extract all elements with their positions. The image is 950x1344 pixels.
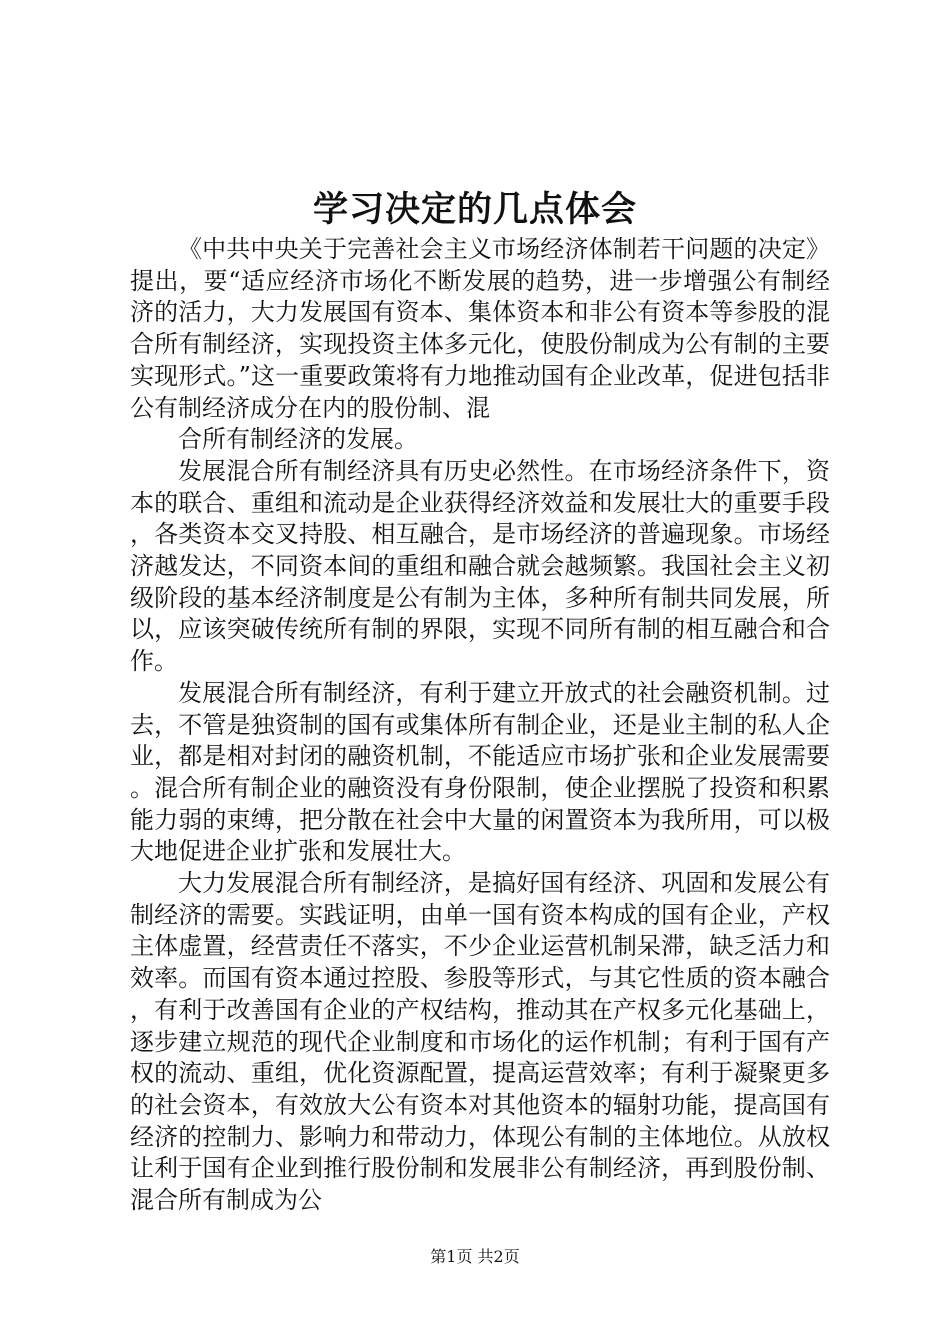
- paragraph-financing-mechanism: 发展混合所有制经济，有利于建立开放式的社会融资机制。过去，不管是独资制的国有或集体所有制企业，还是业主制的私人企业，都是相对封闭的融资机制，不能适应市场扩张和企业发展需要。混合所有制企业的融资没有身份限制，使企业摆脱了投资和积累能力弱的束缚，把分散在社会中大量的闲置资本为我所用，可以极大地促进企业扩张和发展壮大。: [130, 678, 830, 866]
- paragraph-intro-continued: 合所有制经济的发展。: [178, 425, 418, 454]
- document-body: [130, 234, 830, 1217]
- paragraph-intro: 《中共中央关于完善社会主义市场经济体制若干问题的决定》提出，要“适应经济市场化不断发展的趋势，进一步增强公有制经济的活力，大力发展国有资本、集体资本和非公有资本等参股的混合所有制经济，实现投资主体多元化，使股份制成为公有制的主要实现形式。”这一重要政策将有力地推动国有企业改革，促进包括非公有制经济成分在内的股份制、混: [130, 235, 830, 422]
- paragraph-state-economy: 大力发展混合所有制经济，是搞好国有经济、巩固和发展公有制经济的需要。实践证明，由单一国有资本构成的国有企业，产权主体虚置，经营责任不落实，不少企业运营机制呆滞，缺乏活力和效率。而国有资本通过控股、参股等形式，与其它性质的资本融合，有利于改善国有企业的产权结构，推动其在产权多元化基础上，逐步建立规范的现代企业制度和市场化的运作机制；有利于国有产权的流动、重组，优化资源配置，提高运营效率；有利于凝聚更多的社会资本，有效放大公有资本对其他资本的辐射功能，提高国有经济的控制力、影响力和带动力，体现公有制的主体地位。从放权让利于国有企业到推行股份制和发展非公有制经济，再到股份制、混合所有制成为公: [130, 869, 830, 1215]
- document-title: 学习决定的几点体会: [312, 189, 637, 230]
- paragraph-historical-necessity: 发展混合所有制经济具有历史必然性。在市场经济条件下，资本的联合、重组和流动是企业获得经济效益和发展壮大的重要手段，各类资本交叉持股、相互融合，是市场经济的普遍现象。市场经济越发达，不同资本间的重组和融合就会越频繁。我国社会主义初级阶段的基本经济制度是公有制为主体，多种所有制共同发展，所以，应该突破传统所有制的界限，实现不同所有制的相互融合和合作。: [130, 456, 830, 676]
- page-footer: 第1页 共2页: [430, 1247, 520, 1266]
